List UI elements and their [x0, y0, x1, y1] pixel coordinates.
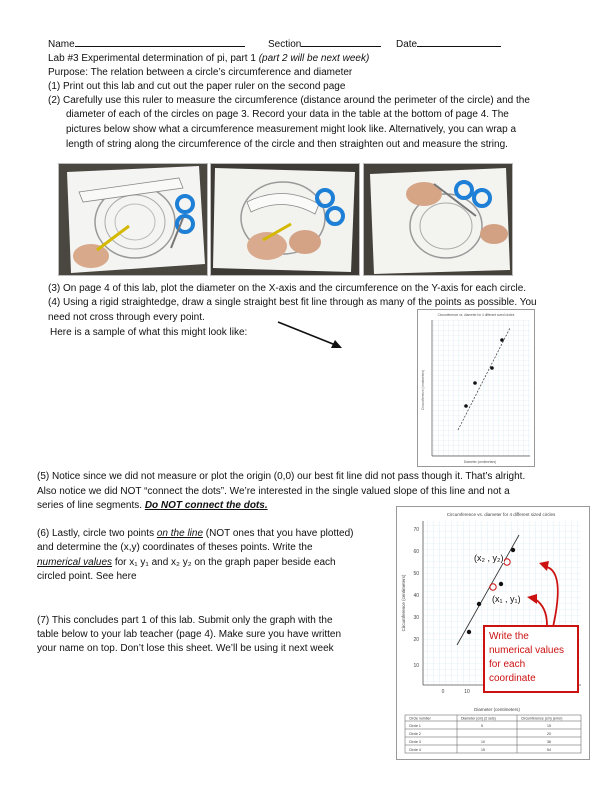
step-7-line-2: table below to your lab teacher (page 4). Make sure you have written: [37, 629, 342, 640]
table-cell: 15: [481, 748, 485, 752]
step-6-emphasis: on the line: [156, 528, 204, 539]
photo-ruler-measurement-3: [363, 163, 513, 276]
step-4-line-3: Here is a sample of what this might look like:: [50, 327, 248, 338]
step-7-line-3: your name on top. Don’t lose this sheet. We’ll be using it next week: [37, 643, 334, 654]
point-1-label: (x₁ , y₁): [492, 594, 521, 604]
step-5-line-1: (5) Notice since we did not measure or plot the origin (0,0) our best fit line did not pass though it. That’s alright.: [37, 471, 526, 482]
step-6-line-1-text: (6) Lastly, circle two points: [37, 528, 157, 539]
step-6-line-3: [37, 556, 336, 570]
name-blank: [75, 37, 245, 47]
table-cell: 10: [481, 740, 485, 744]
step-4-line-1: (4) Using a rigid straightedge, draw a single straight best fit line through as many of the points as possible. You: [48, 297, 537, 308]
table-cell: 20: [547, 732, 551, 736]
table-cell: Circle 4: [409, 748, 421, 752]
photo-ruler-measurement-2: [210, 163, 360, 276]
write-values-note: Write the numerical values for each coordinate: [483, 625, 579, 693]
step-2-line-4: length of string along the circumference of the circle and then straighten out and measure the string.: [66, 139, 508, 150]
y-tick-label: 60: [413, 549, 419, 555]
lab-title-text: Lab #3 Experimental determination of pi, part 1: [48, 53, 256, 64]
table-cell: Circle 2: [409, 732, 421, 736]
y-tick-label: 10: [413, 663, 419, 669]
table-cell: 36: [547, 740, 551, 744]
arrow-head-icon: [539, 561, 549, 571]
y-tick-label: 40: [413, 593, 419, 599]
arrow-to-point-2: [547, 567, 558, 627]
step-6-line-3-post: for x₁ y₁ and x₂ y₂ on the graph paper beside each: [112, 557, 336, 568]
purpose: Purpose: The relation between a circle’s circumference and diameter: [48, 67, 353, 78]
step-3: (3) On page 4 of this lab, plot the diameter on the X-axis and the circumference on the Y-axis for each circle.: [48, 283, 527, 294]
sample-chart-title: Circumference vs. diameter for 4 different sized circles: [437, 313, 515, 317]
point-2-label: (x₂ , y₂): [474, 553, 504, 563]
y-tick-label: 30: [413, 615, 419, 621]
sample-point: [490, 366, 494, 370]
step-5-line-3-text: series of line segments.: [37, 500, 145, 511]
table-cell: 5: [481, 724, 483, 728]
x-tick-label: 10: [464, 689, 470, 695]
step-6-numerical-values: numerical values: [37, 557, 113, 568]
sample-point: [500, 338, 504, 342]
table-cell: Circle 3: [409, 740, 421, 744]
sample-point: [464, 404, 468, 408]
table-header: Diameter (cm) (2 sets): [461, 716, 496, 721]
table-title: Diameter (centimeters): [474, 707, 520, 712]
arrow-head-icon: [527, 594, 537, 604]
date-line: [396, 37, 501, 52]
section-label: Section: [268, 39, 302, 50]
step-5-line-2: Also notice we did NOT “connect the dots”. We’re interested in the single valued slope of this line and not a: [37, 486, 510, 497]
photo-ruler-measurement-1: [58, 163, 208, 276]
step-6-line-1: [37, 527, 353, 541]
section-blank: [301, 37, 381, 47]
section-line: [268, 37, 381, 52]
example-chart: [396, 506, 590, 760]
step-1: (1) Print out this lab and cut out the paper ruler on the second page: [48, 81, 346, 92]
y-tick-label: 70: [413, 527, 419, 533]
name-line: [48, 37, 245, 52]
step-6-line-4: circled point. See here: [37, 571, 137, 582]
date-blank: [417, 37, 501, 47]
arrow-to-sample-chart: [276, 318, 346, 354]
step-5-line-3: [37, 499, 268, 513]
table-cell: 15: [547, 724, 551, 728]
step-2-line-1: (2) Carefully use this ruler to measure the circumference (distance around the perimeter of the circle) and the: [48, 95, 530, 106]
sample-chart-xlabel: Diameter (centimeters): [463, 460, 497, 464]
y-tick-label: 50: [413, 571, 419, 577]
name-label: Name: [48, 39, 75, 50]
sample-chart: [417, 309, 535, 467]
step-7-line-1: (7) This concludes part 1 of this lab. Submit only the graph with the: [37, 615, 333, 626]
table-cell: Circle 1: [409, 724, 421, 728]
sample-point: [473, 381, 477, 385]
y-tick-label: 20: [413, 637, 419, 643]
table-cell: 54: [547, 748, 551, 752]
lab-title: [48, 52, 369, 66]
step-2-line-3: pictures below show what a circumference measurement might look like. Alternatively, you can wrap a: [66, 124, 517, 135]
step-2-line-2: diameter of each of the circles on page 3. Record your data in the table at the bottom of page 4. The: [66, 109, 509, 120]
x-tick-label: 0: [441, 689, 445, 695]
step-4-line-2: need not cross through every point.: [48, 312, 205, 323]
example-chart-ylabel: Circumference (centimeters): [401, 574, 406, 632]
table-header: Circumference (cm) (error): [521, 716, 563, 721]
step-6-line-1-post: (NOT ones that you have plotted): [203, 528, 354, 539]
step-6-line-2: and determine the (x,y) coordinates of theses points. Write the: [37, 542, 313, 553]
table-header: Circle number: [409, 716, 431, 721]
date-label: Date: [396, 39, 418, 50]
lab-title-note: (part 2 will be next week): [258, 53, 370, 64]
step-5-emphasis: Do NOT connect the dots.: [144, 500, 268, 511]
sample-chart-ylabel: Circumference (centimeters): [421, 369, 425, 411]
example-chart-title: Circumference vs. diameter for 4 different sized circles: [446, 512, 556, 517]
